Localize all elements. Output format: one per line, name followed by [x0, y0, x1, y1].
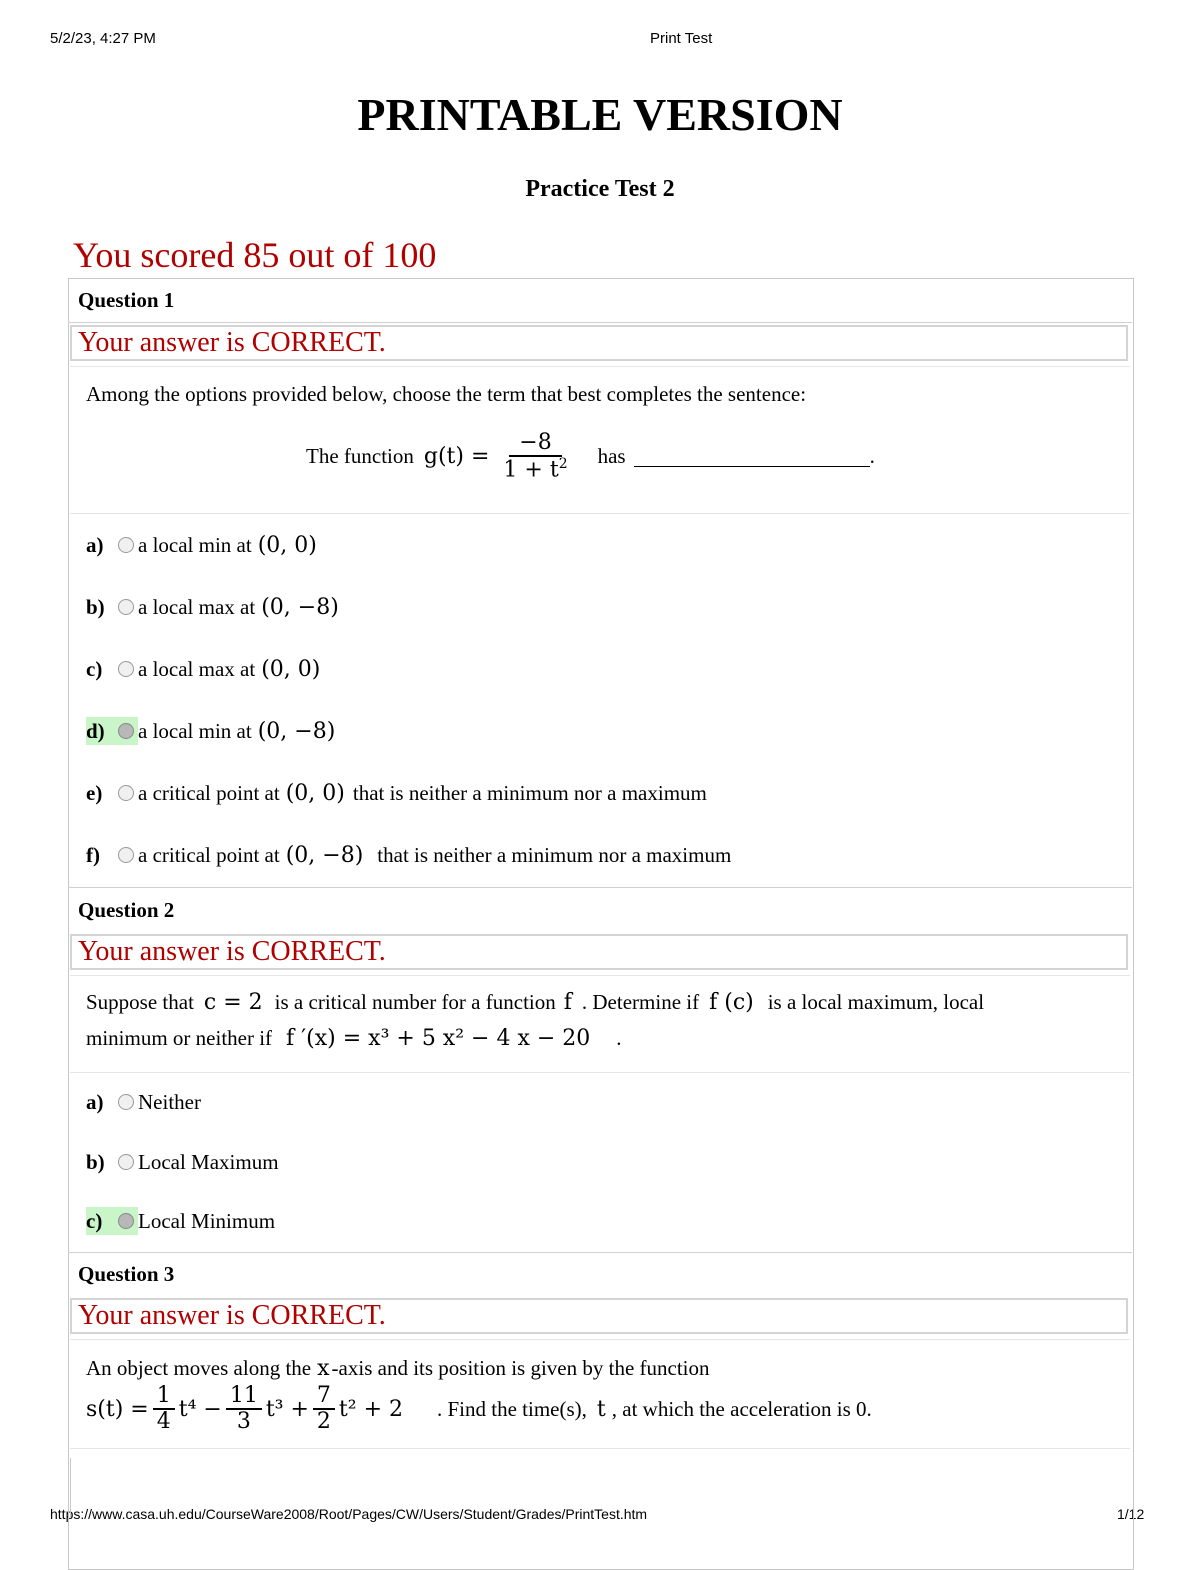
fraction-numerator: 11: [226, 1384, 262, 1410]
option-letter: f): [86, 842, 100, 867]
prompt-text: An object moves along the: [86, 1356, 312, 1380]
radio-button-selected[interactable]: [118, 1213, 134, 1229]
function-fraction: [499, 431, 571, 483]
term: t² + 2: [338, 1396, 403, 1422]
question-2-prompt: [70, 975, 1130, 1073]
prompt-math: f: [563, 990, 572, 1015]
option-math: (0, 0): [285, 780, 345, 806]
question-2-line-2: [86, 1026, 622, 1051]
option-text: Local Minimum: [138, 1208, 276, 1233]
question-2-heading: Question 2: [78, 898, 175, 922]
fraction-denominator: 1 + t: [503, 457, 559, 483]
prompt-math: x: [317, 1356, 330, 1381]
option-text: a local max at: [138, 594, 256, 619]
option-text: a local min at: [138, 532, 252, 557]
option-tail: that is neither a minimum nor a maximum: [377, 842, 732, 867]
term: t³ +: [265, 1396, 309, 1422]
question-1-result-box: [70, 325, 1128, 361]
option-math: (0, −8): [261, 594, 339, 620]
fraction-denominator: 4: [156, 1409, 171, 1435]
prompt-text: . Find the time(s),: [437, 1396, 587, 1421]
option-letter: c): [86, 656, 103, 681]
option-text: a critical point at: [138, 842, 280, 867]
prompt-text: is a local maximum, local: [767, 990, 985, 1014]
divider: [68, 1252, 1132, 1253]
question-1-option-c[interactable]: [86, 654, 320, 684]
question-3-result: Your answer is CORRECT.: [78, 1300, 386, 1331]
question-2-option-c[interactable]: [86, 1206, 275, 1236]
question-2-line-1: [86, 990, 984, 1015]
radio-button[interactable]: [118, 1094, 134, 1110]
question-1-prompt-text: Among the options provided below, choose the term that best completes the sentence:: [86, 382, 807, 406]
option-text: Local Maximum: [138, 1149, 279, 1174]
question-3-line-1: [86, 1356, 710, 1381]
question-2-result: Your answer is CORRECT.: [78, 936, 386, 967]
option-letter: c): [86, 1208, 103, 1233]
question-1-result: Your answer is CORRECT.: [78, 327, 386, 358]
question-2-result-box: [70, 934, 1128, 970]
test-name: Practice Test 2: [525, 176, 675, 202]
sentence-post: has: [597, 444, 626, 469]
option-math: (0, 0): [261, 656, 321, 682]
sentence-pre: The function: [306, 444, 414, 469]
option-math: (0, 0): [257, 532, 317, 558]
selected-answer-highlight: [86, 717, 138, 745]
fraction-denominator: 2: [316, 1409, 331, 1435]
question-1-option-e[interactable]: [86, 778, 707, 808]
option-tail: that is neither a minimum nor a maximum: [352, 780, 707, 805]
print-datetime: 5/2/23, 4:27 PM: [50, 30, 156, 47]
print-doc-title: Print Test: [650, 30, 713, 47]
radio-button[interactable]: [118, 537, 134, 553]
question-3-prompt: [70, 1339, 1130, 1449]
option-letter: b): [86, 594, 105, 619]
option-text: a critical point at: [138, 780, 280, 805]
prompt-math: c = 2: [203, 990, 263, 1015]
question-2-option-a[interactable]: [86, 1087, 201, 1117]
prompt-text: minimum or neither if: [86, 1026, 273, 1050]
score-text: You scored 85 out of 100: [73, 235, 437, 275]
denominator-exponent: 2: [558, 456, 568, 473]
prompt-text: Suppose that: [86, 990, 194, 1014]
option-text: a local max at: [138, 656, 256, 681]
page-title: PRINTABLE VERSION: [357, 89, 843, 140]
prompt-math: f (c): [709, 990, 754, 1015]
question-3-heading: Question 3: [78, 1262, 175, 1286]
question-1-prompt: [70, 366, 1130, 514]
question-3-result-box: [70, 1298, 1128, 1334]
option-math: (0, −8): [285, 842, 364, 868]
radio-button[interactable]: [118, 661, 134, 677]
question-1-sentence: The function g(t) = $\frac{-8}{1 + t^2}$ has .: [306, 430, 875, 483]
fraction-denominator: 3: [236, 1409, 251, 1435]
prompt-text: -axis and its position is given by the function: [331, 1356, 710, 1380]
coefficient-fraction: [226, 1384, 262, 1434]
divider: [68, 322, 1132, 323]
option-math: (0, −8): [257, 718, 336, 744]
question-2-option-b[interactable]: [86, 1147, 279, 1177]
page-url: https://www.casa.uh.edu/CourseWare2008/Root/Pages/CW/Users/Student/Grades/PrintTest.htm: [50, 1506, 648, 1522]
question-1-option-f[interactable]: [86, 840, 731, 870]
radio-button-selected[interactable]: [118, 723, 134, 739]
derivative-expression: f ′(x) = x³ + 5 x² − 4 x − 20: [286, 1026, 591, 1051]
page-number: 1/12: [1117, 1506, 1145, 1522]
prompt-text: , at which the acceleration is 0.: [611, 1396, 872, 1421]
option-text: Neither: [138, 1089, 201, 1114]
radio-button[interactable]: [118, 599, 134, 615]
question-1-option-d[interactable]: [86, 716, 335, 746]
fraction-numerator: 1: [153, 1384, 175, 1410]
option-letter: a): [86, 1089, 104, 1114]
answer-blank: [634, 446, 870, 467]
prompt-math: t: [596, 1396, 606, 1422]
selected-answer-highlight: [86, 1207, 138, 1235]
coefficient-fraction: [153, 1384, 175, 1434]
radio-button[interactable]: [118, 1154, 134, 1170]
radio-button[interactable]: [118, 847, 134, 863]
option-letter: a): [86, 532, 104, 557]
radio-button[interactable]: [118, 785, 134, 801]
term: t⁴ −: [178, 1396, 222, 1422]
option-letter: e): [86, 780, 103, 805]
function-lhs: g(t) =: [423, 444, 490, 470]
divider: [68, 887, 1132, 888]
question-1-heading: Question 1: [78, 288, 175, 312]
option-letter: b): [86, 1149, 105, 1174]
prompt-text: .: [616, 1026, 622, 1050]
question-3-line-2: [86, 1384, 872, 1434]
fraction-numerator: 7: [313, 1384, 335, 1410]
position-lhs: s(t) =: [86, 1396, 149, 1422]
coefficient-fraction: [313, 1384, 335, 1434]
fraction-numerator: −8: [509, 431, 561, 457]
question-1-option-b[interactable]: [86, 592, 339, 622]
option-text: a local min at: [138, 718, 252, 743]
next-section-edge: [70, 1458, 71, 1518]
prompt-text: is a critical number for a function: [274, 990, 556, 1014]
question-1-option-a[interactable]: [86, 530, 317, 560]
option-letter: d): [86, 718, 105, 743]
prompt-text: . Determine if: [581, 990, 700, 1014]
